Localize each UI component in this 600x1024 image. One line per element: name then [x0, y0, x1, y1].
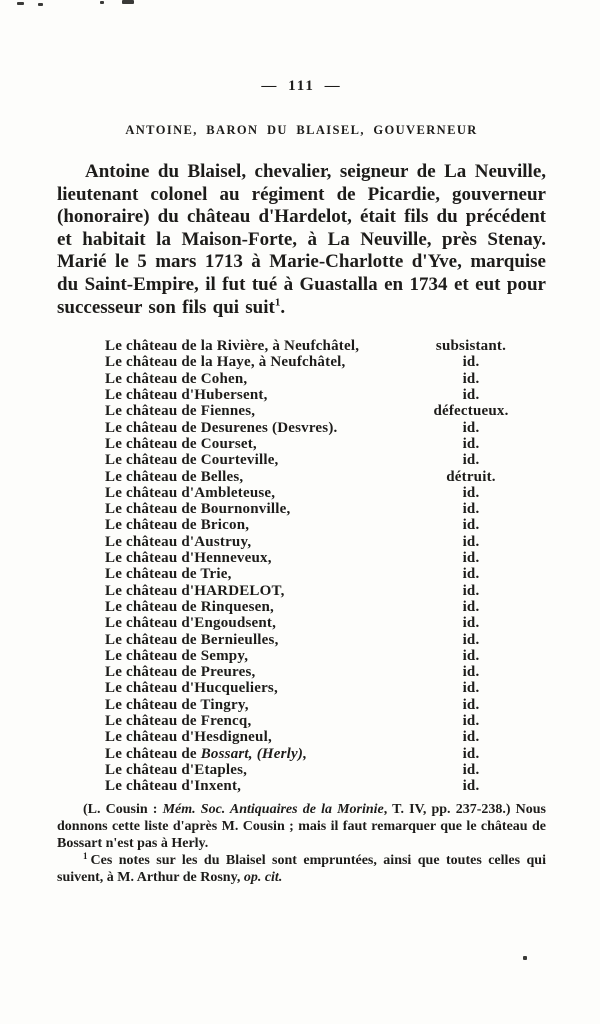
footnote-marker: 1: [83, 850, 88, 861]
chateau-row: [57, 501, 546, 517]
chateau-name: Le château d'Engoudsent,: [105, 615, 277, 632]
chateau-status: détruit.: [446, 468, 496, 485]
chateau-name: Le château d'Inxent,: [105, 778, 242, 795]
chateau-row: [57, 517, 546, 533]
chateau-row: [57, 680, 546, 696]
footnote-source-citation: [57, 801, 546, 852]
chateau-row: [57, 469, 546, 485]
chateau-name: Le château de Tingry,: [105, 696, 249, 713]
chateau-name: Le château d'Hucqueliers,: [105, 680, 278, 697]
chateau-name: Le château d'Hubersent,: [105, 387, 268, 404]
chateau-name: Le château de la Haye, à Neufchâtel,: [105, 354, 346, 371]
section-heading: ANTOINE, BARON DU BLAISEL, GOUVERNEUR: [125, 123, 478, 137]
chateau-status: id.: [462, 550, 480, 567]
chateau-row: [57, 338, 546, 354]
chateau-list: [57, 338, 546, 794]
chateau-row: [57, 371, 546, 387]
chateau-name: Le château de Rinquesen,: [105, 598, 274, 615]
chateau-status: id.: [462, 501, 480, 518]
chateau-row: [57, 452, 546, 468]
chateau-status: id.: [462, 452, 480, 469]
chateau-name: Le château de Bournonville,: [105, 501, 291, 518]
scan-speckle: [523, 956, 527, 960]
page-content: [57, 0, 546, 886]
chateau-status: id.: [462, 745, 480, 762]
chateau-name: Le château de Fiennes,: [105, 403, 256, 420]
chateau-status: id.: [462, 484, 480, 501]
chateau-status: id.: [462, 598, 480, 615]
chateau-status: id.: [462, 615, 480, 632]
chateau-status: id.: [462, 517, 480, 534]
chateau-status: id.: [462, 435, 480, 452]
chateau-status: id.: [462, 354, 480, 371]
footnote-text: (L. Cousin :: [83, 802, 163, 818]
chateau-row: [57, 729, 546, 745]
chateau-name: Le château de Belles,: [105, 468, 244, 485]
chateau-row: [57, 599, 546, 615]
chateau-status: défectueux.: [433, 403, 509, 420]
chateau-row: [57, 583, 546, 599]
paragraph-text: Antoine du Blaisel, chevalier, seigneur de La Neuville, lieutenant colonel au régiment de Picardie, gouverneur (honoraire) du château d'Hardelot, était fils du précédent et habitait la Maison-Forte, à La Neuville, près Stenay. Marié le 5 mars 1713 à Marie-Charlotte d'Yve, marquise du Saint-Empire, il fut tué à Guastalla en 1734 et eut pour successeur son fils qui suit: [57, 161, 546, 318]
chateau-row: [57, 746, 546, 762]
scan-speckle: [17, 2, 24, 5]
chateau-name: Le château de Sempy,: [105, 647, 249, 664]
chateau-row: [57, 403, 546, 419]
chateau-status: id.: [462, 647, 480, 664]
chateau-status: id.: [462, 680, 480, 697]
chateau-status: id.: [462, 370, 480, 387]
chateau-status: id.: [462, 566, 480, 583]
chateau-name: Le château de Cohen,: [105, 370, 248, 387]
chateau-name: Le château d'HARDELOT,: [105, 582, 285, 599]
chateau-name: Le château de Frencq,: [105, 712, 252, 729]
chateau-status: id.: [462, 631, 480, 648]
footnotes: [57, 801, 546, 886]
chateau-row: [57, 778, 546, 794]
chateau-name: Le château d'Ambleteuse,: [105, 484, 276, 501]
footnote-notes-origin: [57, 852, 546, 886]
chateau-row: [57, 664, 546, 680]
body-paragraph: [57, 161, 546, 319]
page-number: — 111 —: [261, 78, 342, 94]
chateau-name: Le château d'Henneveux,: [105, 550, 272, 567]
chateau-status: id.: [462, 729, 480, 746]
chateau-row: [57, 420, 546, 436]
chateau-row: [57, 697, 546, 713]
chateau-name-italic: Bossart, (Herly),: [200, 745, 308, 762]
chateau-row: [57, 713, 546, 729]
chateau-row: [57, 615, 546, 631]
paragraph-end-punctuation: .: [280, 296, 286, 318]
chateau-status: id.: [462, 778, 480, 795]
chateau-row: [57, 534, 546, 550]
chateau-name: Le château de Desurenes (Desvres).: [105, 419, 338, 436]
chateau-status: id.: [462, 533, 480, 550]
footnote-text: , T. IV, pp. 237-238.) Nous donnons cette liste d'après M. Cousin ; mais il faut remarquer que le château de Bossart n'est pas à Herly.: [57, 802, 546, 852]
chateau-row: [57, 632, 546, 648]
chateau-name: Le château de Preures,: [105, 664, 256, 681]
scan-speckle: [38, 3, 43, 6]
chateau-status: id.: [462, 664, 480, 681]
chateau-name: Le château d'Etaples,: [105, 761, 248, 778]
footnote-italic-text: Mém. Soc. Antiquaires de la Morinie: [162, 802, 384, 818]
chateau-row: [57, 762, 546, 778]
chateau-row: [57, 550, 546, 566]
chateau-status: id.: [462, 419, 480, 436]
chateau-status: id.: [462, 387, 480, 404]
chateau-row: [57, 354, 546, 370]
chateau-name: Le château d'Austruy,: [105, 533, 252, 550]
chateau-status: id.: [462, 761, 480, 778]
chateau-row: [57, 436, 546, 452]
chateau-name: Le château de Bossart, (Herly),: [105, 745, 308, 762]
chateau-name: Le château de la Rivière, à Neufchâtel,: [105, 338, 360, 355]
chateau-status: subsistant.: [435, 338, 507, 355]
chateau-row: [57, 566, 546, 582]
chateau-name: Le château d'Hesdigneul,: [105, 729, 272, 746]
chateau-row: [57, 485, 546, 501]
footnote-text: Ces notes sur les du Blaisel sont empruntées, ainsi que toutes celles qui suivent, à M. Arthur de Rosny,: [57, 853, 546, 886]
footnote-reference-mark: 1: [274, 296, 281, 309]
chateau-name: Le château de Courteville,: [105, 452, 279, 469]
chateau-status: id.: [462, 696, 480, 713]
chateau-name: Le château de Trie,: [105, 566, 232, 583]
chateau-status: id.: [462, 582, 480, 599]
chateau-name: Le château de Courset,: [105, 435, 257, 452]
chateau-row: [57, 387, 546, 403]
chateau-name: Le château de Bernieulles,: [105, 631, 279, 648]
chateau-name: Le château de Bricon,: [105, 517, 250, 534]
chateau-status: id.: [462, 712, 480, 729]
footnote-italic-text: op. cit.: [243, 870, 283, 886]
chateau-row: [57, 648, 546, 664]
